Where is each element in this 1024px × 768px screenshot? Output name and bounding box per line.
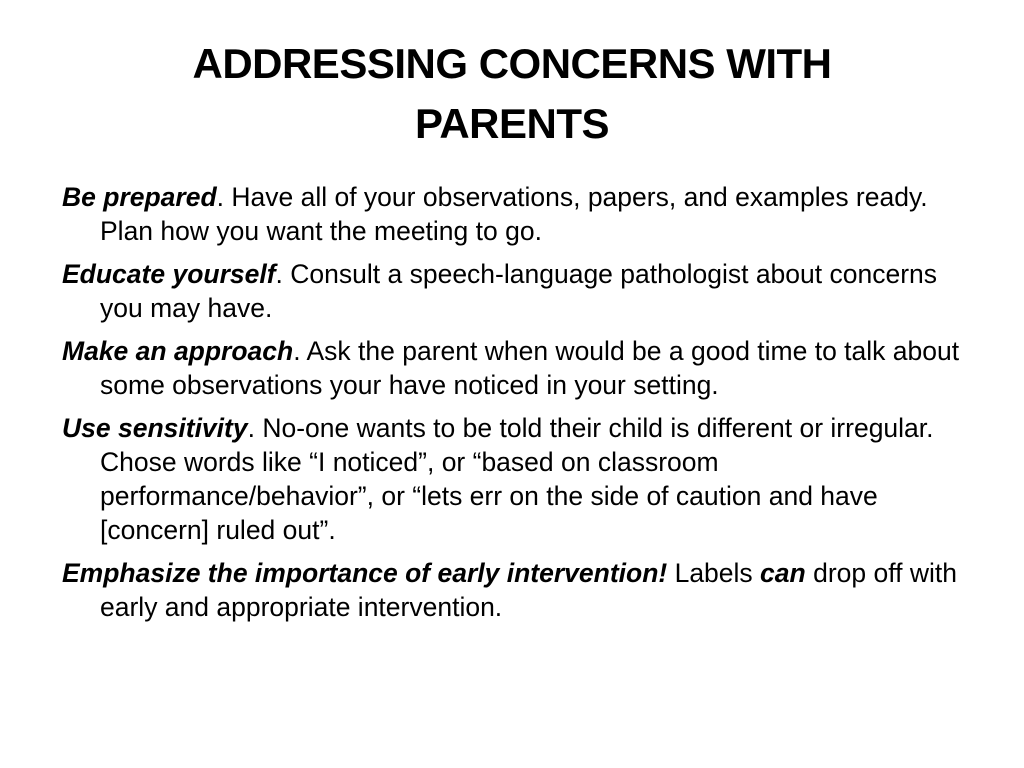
item-text: . Ask the parent when would be a good time to talk about some observations your have noticed in your setting. <box>100 336 960 400</box>
item-text: Labels <box>667 558 761 588</box>
item-lead: Use sensitivity <box>62 413 248 443</box>
list-item-early-intervention <box>62 556 962 624</box>
item-lead: Educate yourself <box>62 259 276 289</box>
item-text: drop off with early and appropriate intervention. <box>100 558 957 622</box>
list-item-be-prepared <box>62 180 962 248</box>
item-text: . No-one wants to be told their child is different or irregular. Chose words like “I noticed”, or “based on classroom performance/behavior”, or “lets err on the side of caution and have [concern] ruled out”. <box>100 413 934 545</box>
list-item-use-sensitivity <box>62 411 962 547</box>
item-lead: Be prepared <box>62 182 217 212</box>
item-text: . Have all of your observations, papers, and examples ready. Plan how you want the meeting to go. <box>100 182 928 246</box>
list-item-educate-yourself <box>62 257 962 325</box>
slide-title: ADDRESSING CONCERNS WITH PARENTS <box>192 40 832 147</box>
item-emphasis: can <box>760 558 806 588</box>
list-item-make-an-approach <box>62 334 962 402</box>
item-text: . Consult a speech-language pathologist about concerns you may have. <box>100 259 938 323</box>
item-lead: Emphasize the importance of early intervention! <box>62 558 668 588</box>
item-lead: Make an approach <box>62 336 294 366</box>
bullet-list <box>62 180 962 633</box>
